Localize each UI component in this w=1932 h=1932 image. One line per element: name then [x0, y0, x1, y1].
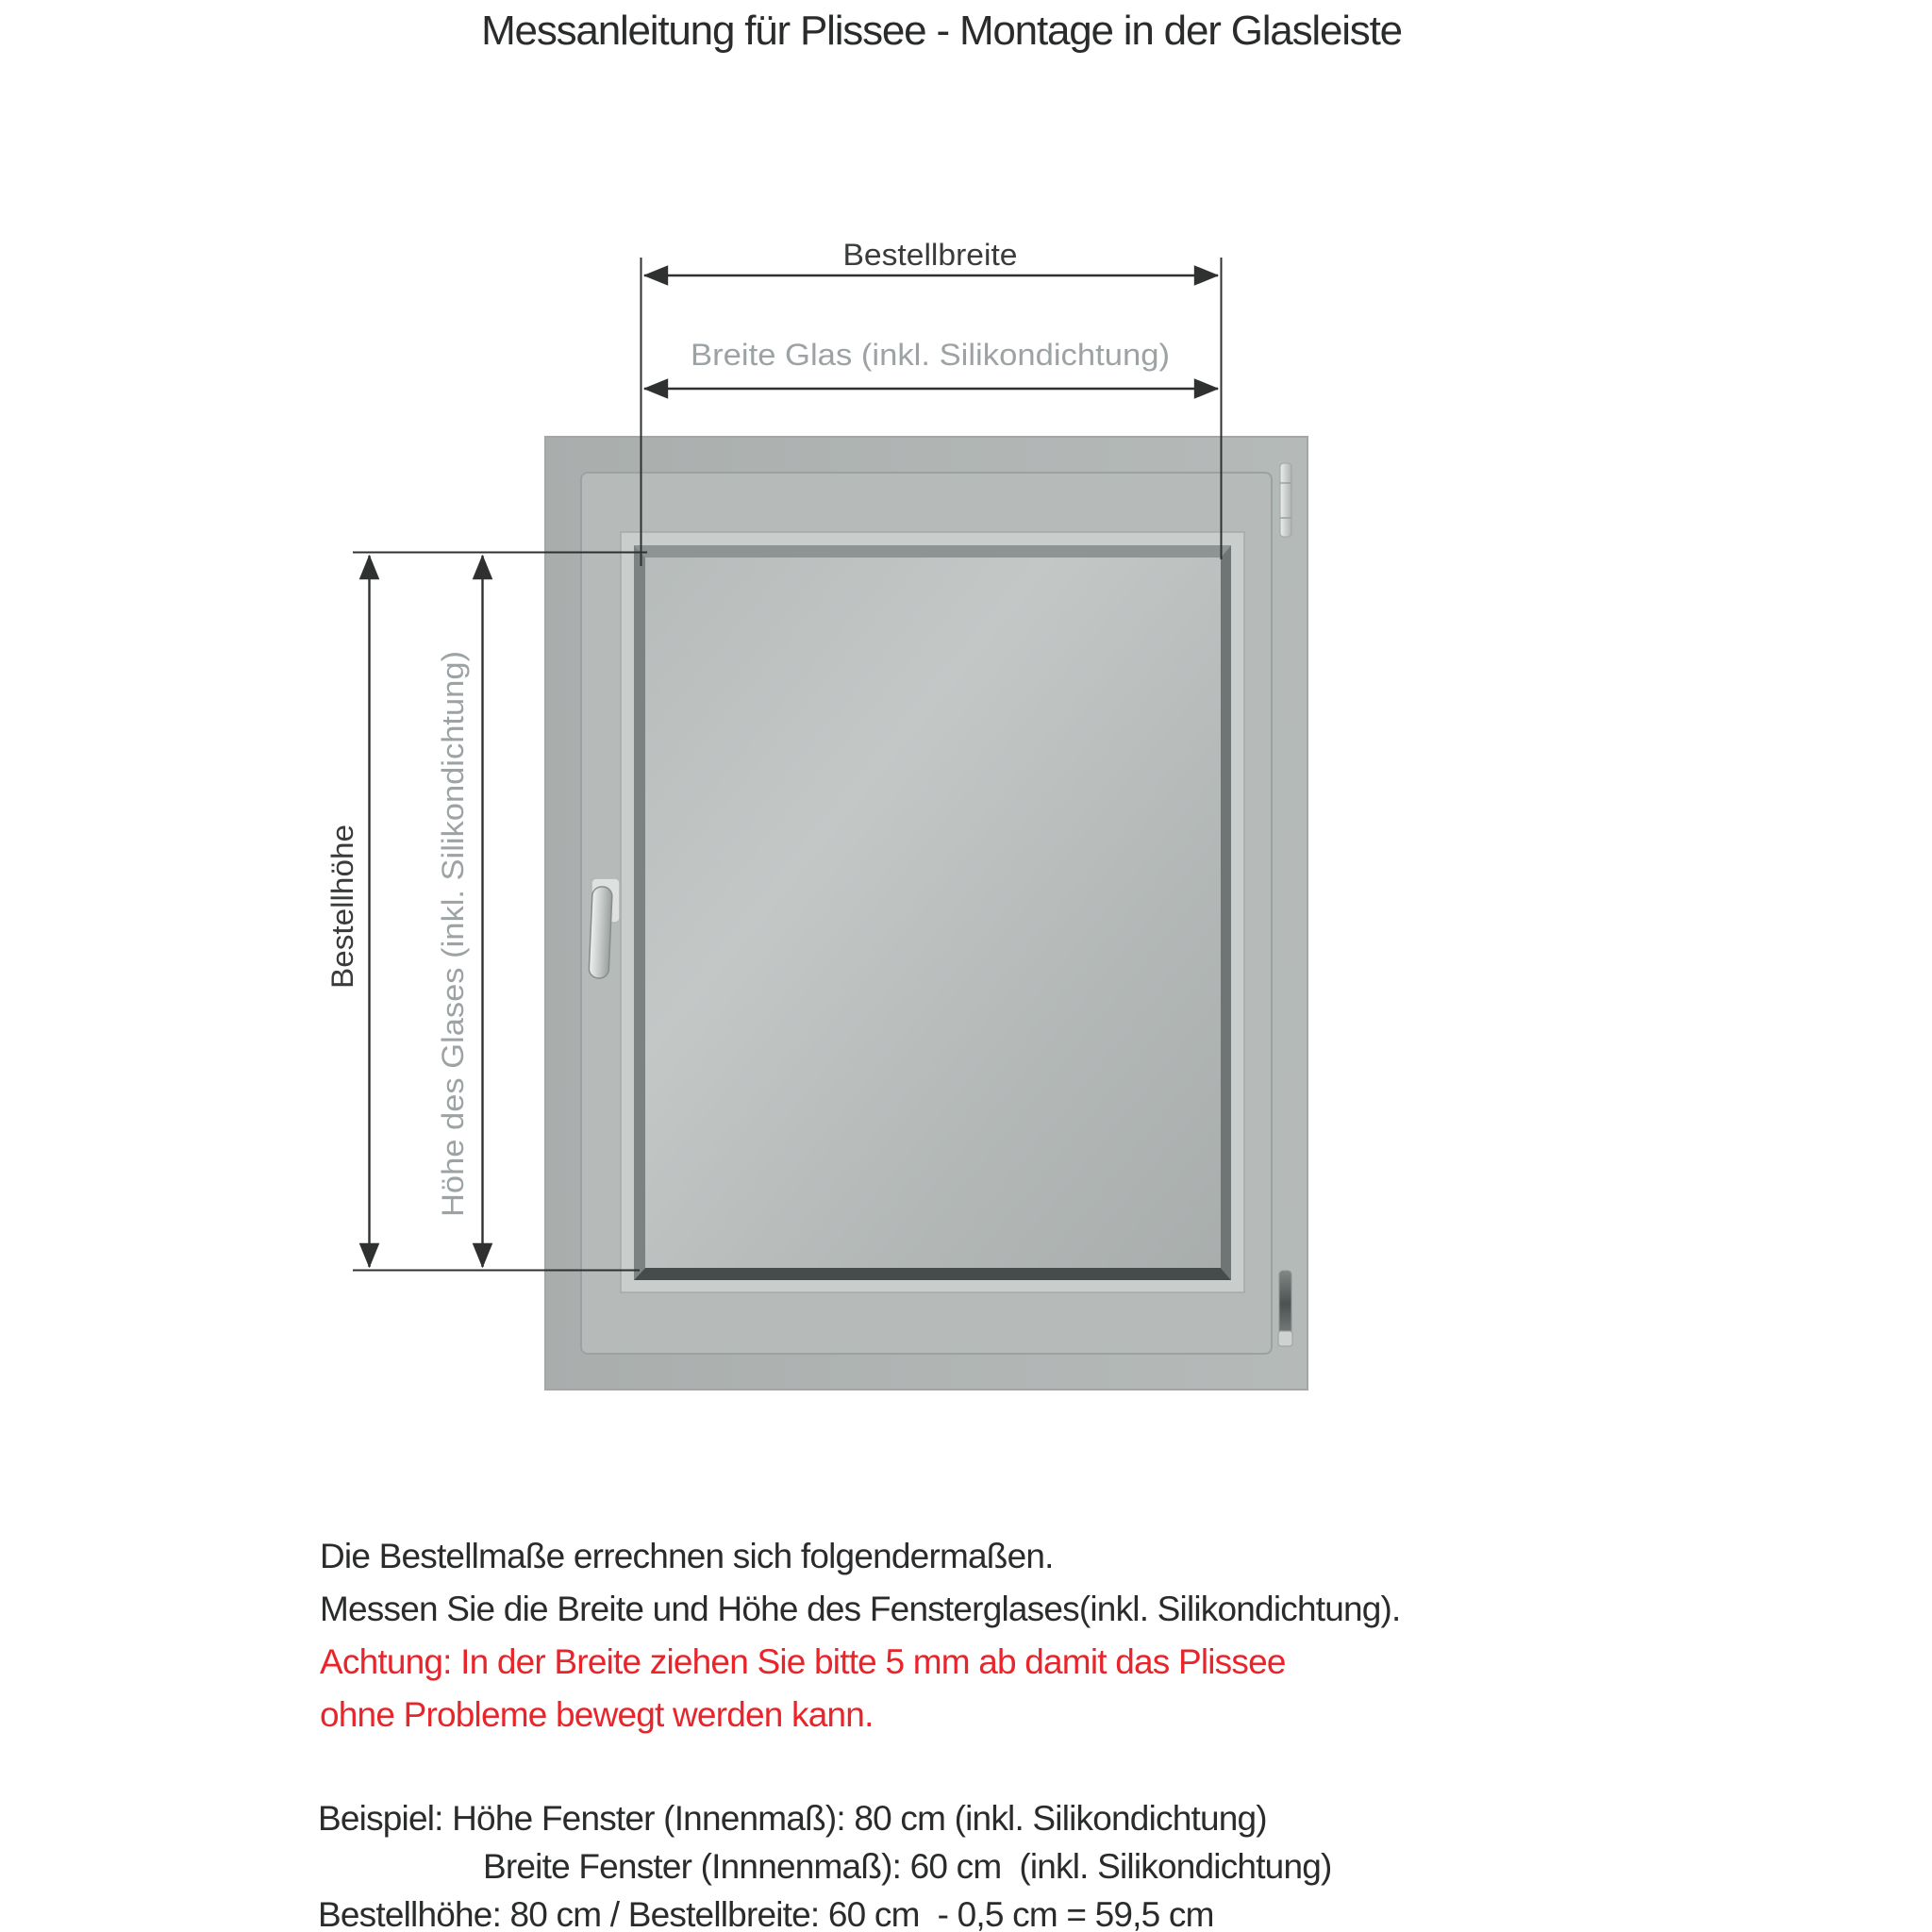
- warning-line-1: Achtung: In der Breite ziehen Sie bitte 5 mm ab damit das Plissee: [320, 1642, 1286, 1681]
- instruction-line-2: Messen Sie die Breite und Höhe des Fensterglases(inkl. Silikondichtung).: [320, 1590, 1401, 1628]
- hinge-bottom: [1278, 1271, 1292, 1346]
- glass-bevel-top: [634, 545, 1231, 558]
- example-line-1: Beispiel: Höhe Fenster (Innenmaß): 80 cm (inkl. Silikondichtung): [318, 1799, 1267, 1838]
- glass-bevel-left: [634, 545, 645, 1280]
- example-block: [318, 1794, 1332, 1932]
- instruction-line-1: Die Bestellmaße errechnen sich folgendermaßen.: [320, 1537, 1054, 1575]
- warning-line-2: ohne Probleme bewegt werden kann.: [320, 1695, 874, 1734]
- glass-bevel-right: [1221, 545, 1231, 1280]
- example-line-3: Bestellhöhe: 80 cm / Bestellbreite: 60 cm - 0,5 cm = 59,5 cm: [318, 1895, 1214, 1932]
- hinge-top: [1280, 463, 1291, 537]
- order-width-label: Bestellbreite: [842, 238, 1018, 272]
- glass-bevel-bottom: [634, 1268, 1231, 1280]
- window-illustration: [545, 437, 1307, 1390]
- window-glass: [645, 558, 1221, 1268]
- page-title: Messanleitung für Plissee - Montage in der Glasleiste: [481, 8, 1402, 54]
- handle-lever: [589, 887, 612, 979]
- glass-width-label: Breite Glas (inkl. Silikondichtung): [691, 338, 1170, 372]
- instructions-block: [320, 1530, 1401, 1741]
- order-height-label: Bestellhöhe: [325, 830, 359, 989]
- glass-height-label: Höhe des Glases (inkl. Silikondichtung): [436, 691, 470, 1217]
- example-line-2: Breite Fenster (Innnenmaß): 60 cm (inkl. Silikondichtung): [483, 1847, 1332, 1886]
